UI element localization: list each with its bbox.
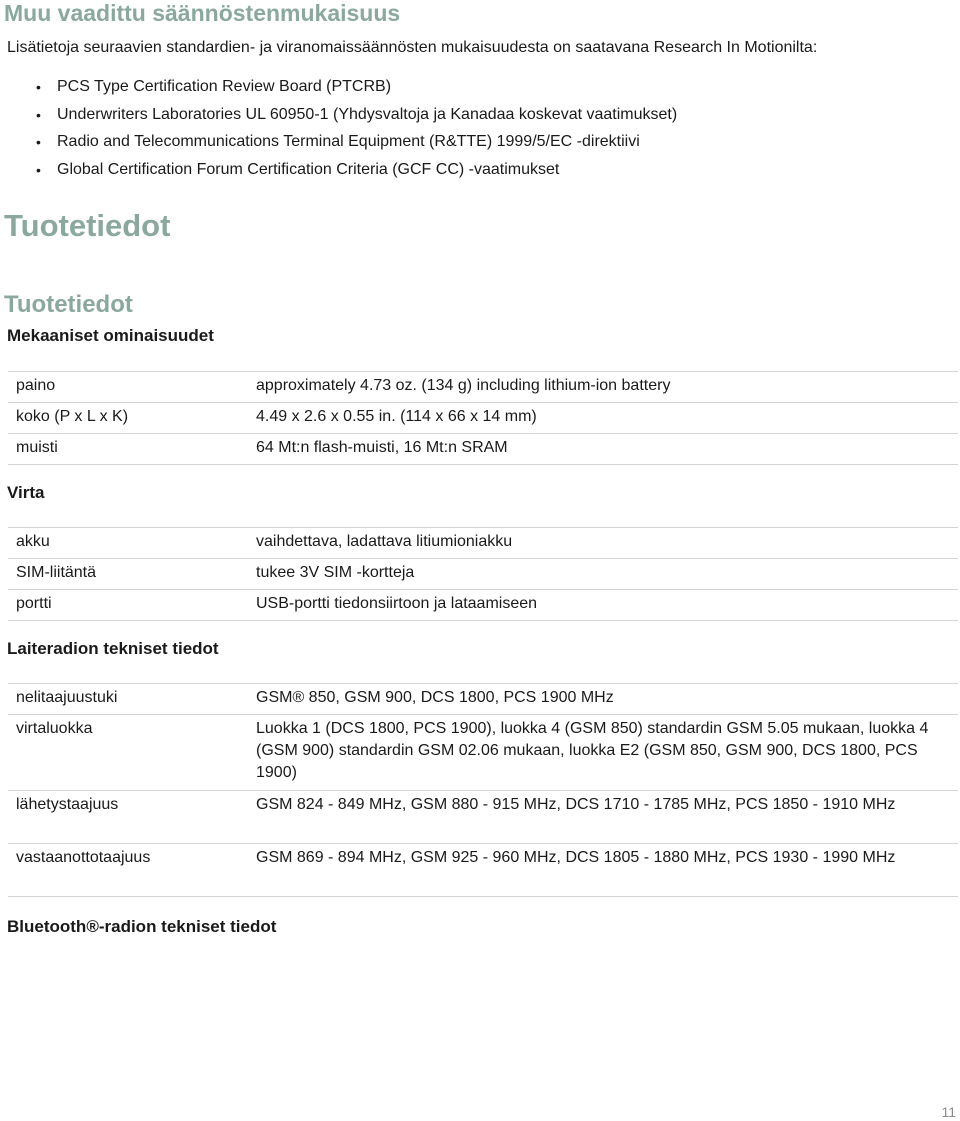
list-item: [0, 104, 677, 132]
bullet-icon: •: [36, 161, 41, 178]
table-row: [8, 434, 958, 465]
table-row: [8, 791, 958, 844]
table-row: [8, 559, 958, 590]
bullet-icon: •: [36, 79, 41, 95]
spec-value: GSM 869 - 894 MHz, GSM 925 - 960 MHz, DCS 1805 - 1880 MHz, PCS 1930 - 1990 MHz: [248, 844, 958, 897]
table-row: [8, 590, 958, 621]
spec-key: lähetystaajuus: [8, 791, 248, 844]
spec-value: vaihdettava, ladattava litiumioniakku: [248, 528, 958, 559]
power-heading: Virta: [7, 483, 45, 502]
list-item: [0, 76, 677, 104]
table-row: [8, 528, 958, 559]
table-row: [8, 684, 958, 715]
spec-value: USB-portti tiedonsiirtoon ja lataamiseen: [248, 590, 958, 621]
spec-key: SIM-liitäntä: [8, 559, 248, 590]
spec-key: vastaanottotaajuus: [8, 844, 248, 897]
page-number: 11: [941, 1104, 956, 1120]
radio-table: [8, 683, 958, 897]
compliance-intro: Lisätietoja seuraavien standardien- ja viranomaissäännösten mukaisuudesta on saatavana Research In Motionilta:: [7, 39, 818, 56]
spec-value: GSM® 850, GSM 900, DCS 1800, PCS 1900 MHz: [248, 684, 958, 715]
spec-value: tukee 3V SIM -kortteja: [248, 559, 958, 590]
radio-heading: Laiteradion tekniset tiedot: [7, 639, 219, 658]
spec-key: virtaluokka: [8, 715, 248, 791]
spec-key: akku: [8, 528, 248, 559]
bullet-icon: •: [36, 106, 41, 123]
list-item: [0, 131, 677, 159]
compliance-title: Muu vaadittu säännöstenmukaisuus: [4, 0, 401, 26]
compliance-list: [0, 76, 677, 186]
list-item: [0, 159, 677, 187]
power-table: [8, 527, 958, 621]
products-subtitle: Tuotetiedot: [4, 291, 133, 318]
table-row: [8, 372, 958, 403]
list-item-text: Radio and Telecommunications Terminal Equipment (R&TTE) 1999/5/EC -direktiivi: [57, 133, 640, 150]
spec-value: 64 Mt:n flash-muisti, 16 Mt:n SRAM: [248, 434, 958, 465]
mechanical-heading: Mekaaniset ominaisuudet: [7, 326, 214, 345]
spec-key: muisti: [8, 434, 248, 465]
list-item-text: Global Certification Forum Certification Criteria (GCF CC) -vaatimukset: [57, 160, 560, 178]
spec-key: koko (P x L x K): [8, 403, 248, 434]
spec-key: nelitaajuustuki: [8, 684, 248, 715]
list-item-text: Underwriters Laboratories UL 60950-1 (Yhdysvaltoja ja Kanadaa koskevat vaatimukset): [57, 105, 678, 123]
table-row: [8, 715, 958, 791]
spec-key: paino: [8, 372, 248, 403]
bluetooth-heading: Bluetooth®-radion tekniset tiedot: [7, 917, 277, 936]
bullet-icon: •: [36, 134, 41, 150]
products-title: Tuotetiedot: [4, 208, 171, 243]
table-row: [8, 403, 958, 434]
list-item-text: PCS Type Certification Review Board (PTCRB): [57, 78, 392, 95]
spec-value: 4.49 x 2.6 x 0.55 in. (114 x 66 x 14 mm): [248, 403, 958, 434]
spec-value: approximately 4.73 oz. (134 g) including lithium-ion battery: [248, 372, 958, 403]
spec-value: GSM 824 - 849 MHz, GSM 880 - 915 MHz, DCS 1710 - 1785 MHz, PCS 1850 - 1910 MHz: [248, 791, 958, 844]
table-row: [8, 844, 958, 897]
spec-key: portti: [8, 590, 248, 621]
spec-value: Luokka 1 (DCS 1800, PCS 1900), luokka 4 (GSM 850) standardin GSM 5.05 mukaan, luokka 4 (GSM 900) standardin GSM 02.06 mukaan, luokka E2 (GSM 850, GSM 900, DCS 1800, PCS 1900): [248, 715, 958, 791]
mechanical-table: [8, 371, 958, 465]
